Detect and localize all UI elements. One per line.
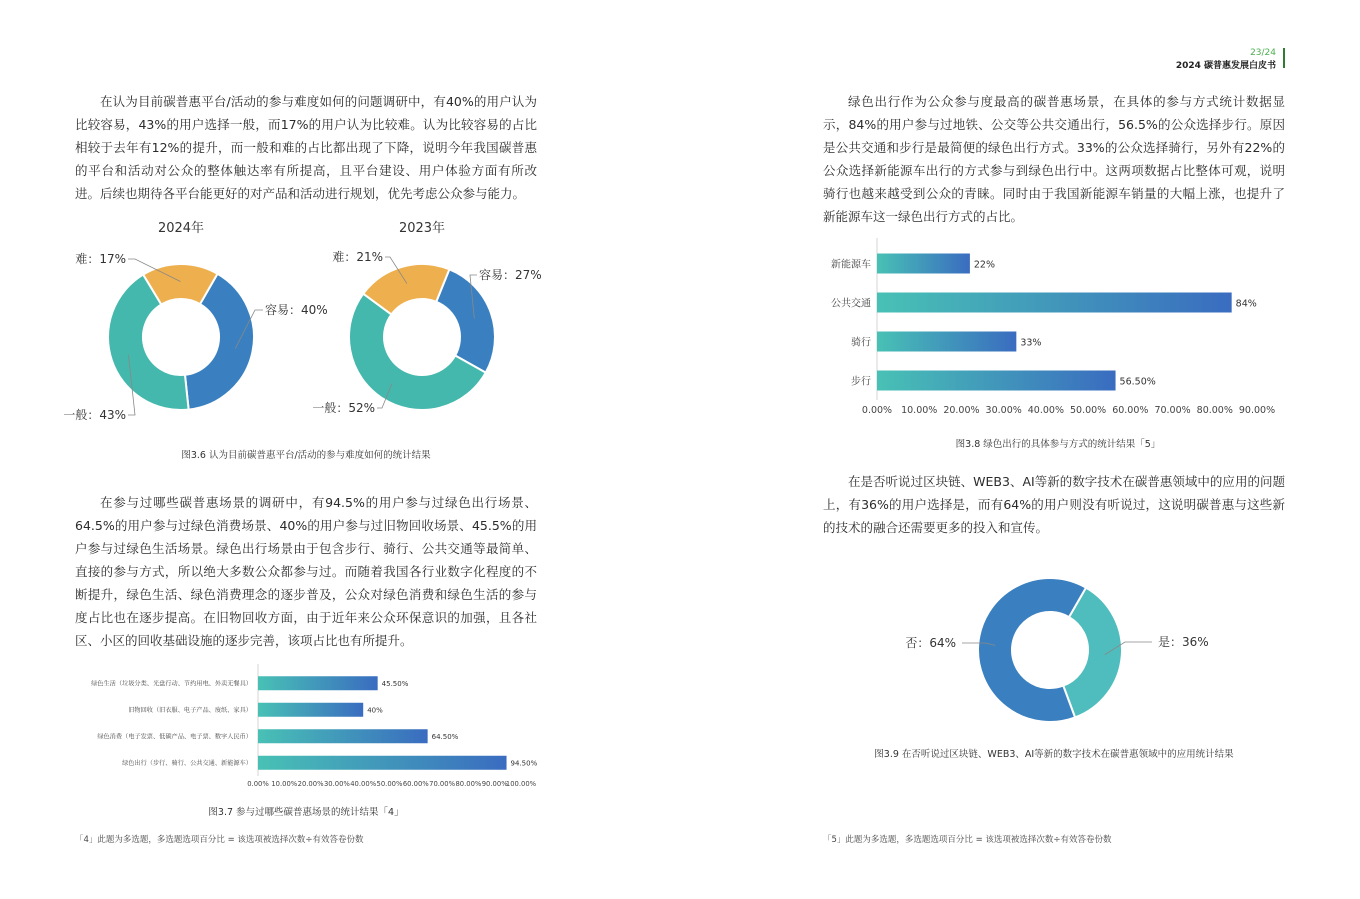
- x-tick-label: 30.00%: [323, 780, 350, 788]
- right-paragraph-1: [823, 90, 1285, 228]
- x-tick-label: 50.00%: [376, 780, 403, 788]
- slice-label: 容易：27%: [479, 268, 542, 282]
- figure-3-8-caption: 图3.8 绿色出行的具体参与方式的统计结果「5」: [955, 439, 1161, 450]
- x-tick-label: 30.00%: [985, 405, 1022, 416]
- donut-title: 2024年: [157, 221, 205, 236]
- document-title: 2024 碳普惠发展白皮书: [1175, 61, 1276, 71]
- figure-3-7-caption: 图3.7 参与过哪些碳普惠场景的统计结果「4」: [208, 807, 404, 818]
- x-tick-label: 10.00%: [271, 780, 298, 788]
- bar: [258, 756, 507, 770]
- data-label: 94.50%: [510, 759, 538, 768]
- bar: [877, 371, 1116, 391]
- x-tick-label: 0.00%: [861, 405, 893, 416]
- x-tick-label: 100.00%: [505, 780, 537, 788]
- donut-chart-2024: [60, 210, 328, 435]
- x-tick-label: 50.00%: [1069, 405, 1107, 416]
- x-tick-label: 60.00%: [402, 780, 429, 788]
- category-label: 绿色消费（电子发票、低碳产品、电子票、数字人民币）: [97, 733, 252, 741]
- footnote-5: 「5」此题为多选题，多选题选项百分比 = 该选项被选择次数÷有效答卷份数: [823, 835, 1112, 845]
- category-label: 新能源车: [831, 259, 871, 271]
- donut-slice: [978, 578, 1086, 722]
- right-paragraph-2: [823, 470, 1285, 539]
- slice-label: 一般：43%: [63, 408, 126, 422]
- x-tick-label: 80.00%: [1196, 405, 1233, 416]
- x-tick-label: 80.00%: [455, 780, 482, 788]
- x-tick-label: 90.00%: [1238, 405, 1276, 416]
- data-label: 45.50%: [381, 679, 409, 688]
- slice-label: 难：21%: [332, 250, 383, 264]
- category-label: 公共交通: [831, 298, 871, 310]
- category-label: 旧物回收（旧衣服、电子产品、废纸、家具）: [128, 706, 252, 714]
- bar: [877, 293, 1232, 313]
- bar: [258, 729, 428, 743]
- data-label: 84%: [1235, 298, 1257, 310]
- category-label: 骑行: [851, 337, 871, 349]
- bar: [877, 332, 1016, 352]
- data-label: 64.50%: [431, 732, 459, 741]
- right-paragraph-2-text: 在是否听说过区块链、WEB3、AI等新的数字技术在碳普惠领域中的应用的问题上，有36%的用户选择是，而有64%的用户则没有听说过，这说明碳普惠与这些新的技术的融合还需要更多的投入和宣传。: [823, 474, 1285, 535]
- bar-chart-scenarios: [70, 668, 545, 796]
- x-tick-label: 40.00%: [350, 780, 377, 788]
- category-label: 绿色出行（步行、骑行、公共交通、新能源车）: [122, 759, 252, 767]
- x-tick-label: 20.00%: [297, 780, 324, 788]
- right-paragraph-1-text: 绿色出行作为公众参与度最高的碳普惠场景，在具体的参与方式统计数据显示，84%的用户参与过地铁、公交等公共交通出行，56.5%的公众选择步行。原因是公共交通和步行是最简便的绿色出行方式。33%的公众选择骑行，另外有22%的公众选择新能源车出行的方式参与到绿色出行中。这两项数据占比整体可观，说明骑行也越来越受到公众的青睐。同时由于我国新能源车销量的大幅上涨，也提升了新能源车这一绿色出行方式的占比。: [823, 94, 1285, 224]
- donut-chart-tech-awareness: [870, 565, 1270, 735]
- footnote-4: 「4」此题为多选题，多选题选项百分比 = 该选项被选择次数÷有效答卷份数: [75, 835, 364, 845]
- left-paragraph-1: [75, 90, 537, 205]
- donut-slice: [436, 269, 495, 372]
- data-label: 56.50%: [1119, 376, 1156, 388]
- slice-label: 容易：40%: [265, 303, 328, 317]
- figure-3-6-caption: 图3.6 认为目前碳普惠平台/活动的参与难度如何的统计结果: [181, 450, 431, 461]
- data-label: 33%: [1020, 337, 1042, 349]
- x-tick-label: 90.00%: [481, 780, 508, 788]
- x-tick-label: 10.00%: [901, 405, 938, 416]
- page-number: 23/24: [1250, 48, 1276, 58]
- left-paragraph-1-text: 在认为目前碳普惠平台/活动的参与难度如何的问题调研中，有40%的用户认为比较容易，43%的用户选择一般，而17%的用户认为比较难。认为比较容易的占比相较于去年有12%的提升，而一般和难的占比都出现了下降，说明今年我国碳普惠的平台和活动对公众的整体触达率有所提高，且平台建设、用户体验方面有所改进。后续也期待各平台能更好的对产品和活动进行规划，优先考虑公众参与能力。: [75, 94, 537, 201]
- donut-chart-2023: [300, 210, 550, 435]
- data-label: 40%: [367, 706, 383, 715]
- slice-label: 一般：52%: [312, 401, 375, 415]
- donut-title: 2023年: [398, 221, 446, 236]
- figure-3-9-caption: 图3.9 在否听说过区块链、WEB3、AI等新的数字技术在碳普惠领域中的应用统计结果: [874, 749, 1234, 760]
- category-label: 步行: [851, 376, 871, 388]
- x-tick-label: 0.00%: [247, 780, 269, 788]
- left-paragraph-2: [75, 491, 537, 652]
- slice-label: 是：36%: [1158, 635, 1209, 649]
- header-rule: [1283, 48, 1285, 68]
- category-label: 绿色生活（垃圾分类、光盘行动、节约用电、外卖无餐具）: [91, 680, 252, 688]
- slice-label: 难：17%: [75, 252, 126, 266]
- x-tick-label: 70.00%: [1154, 405, 1191, 416]
- x-tick-label: 60.00%: [1112, 405, 1149, 416]
- slice-label: 否：64%: [905, 636, 956, 650]
- x-tick-label: 20.00%: [943, 405, 980, 416]
- x-tick-label: 70.00%: [429, 780, 456, 788]
- x-tick-label: 40.00%: [1027, 405, 1065, 416]
- bar: [258, 676, 378, 690]
- bar: [258, 703, 363, 717]
- bar: [877, 254, 970, 274]
- bar-chart-travel-modes: [823, 242, 1285, 422]
- left-paragraph-2-text: 在参与过哪些碳普惠场景的调研中，有94.5%的用户参与过绿色出行场景、64.5%的用户参与过绿色消费场景、40%的用户参与过旧物回收场景、45.5%的用户参与过绿色生活场景。绿色出行场景由于包含步行、骑行、公共交通等最简单、直接的参与方式，所以绝大多数公众都参与过。而随着我国各行业数字化程度的不断提升，绿色生活、绿色消费理念的逐步普及，公众对绿色消费和绿色生活的参与度占比也在逐步提高。在旧物回收方面，由于近年来公众环保意识的加强，且各社区、小区的回收基础设施的逐步完善，该项占比也有所提升。: [75, 495, 537, 648]
- data-label: 22%: [973, 259, 996, 271]
